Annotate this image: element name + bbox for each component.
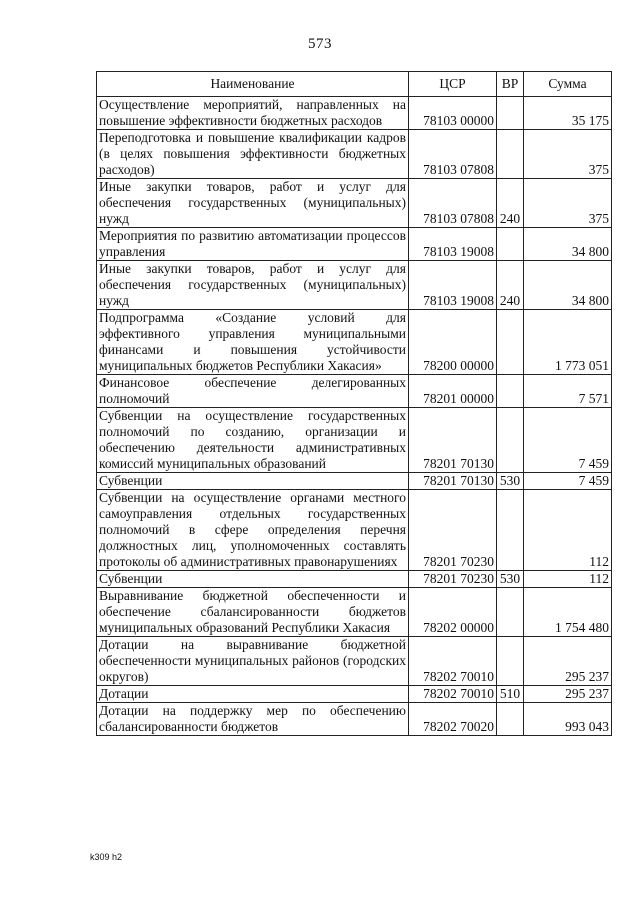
- row-sum: 34 800: [524, 228, 612, 261]
- table-row: [97, 490, 612, 571]
- row-name: Субвенции: [97, 571, 409, 588]
- row-name: Дотации на поддержку мер по обеспечению сбалансированности бюджетов: [97, 703, 409, 736]
- row-csr: 78200 00000: [409, 310, 497, 375]
- row-vr: [497, 408, 524, 473]
- row-csr: 78201 70230: [409, 490, 497, 571]
- row-vr: 510: [497, 686, 524, 703]
- row-vr: [497, 310, 524, 375]
- row-vr: [497, 375, 524, 408]
- table-row: [97, 375, 612, 408]
- row-name: Дотации: [97, 686, 409, 703]
- row-csr: 78201 70230: [409, 571, 497, 588]
- row-name: Осуществление мероприятий, направленных на повышение эффективности бюджетных расходов: [97, 97, 409, 130]
- row-vr: [497, 588, 524, 637]
- row-sum: 295 237: [524, 686, 612, 703]
- row-sum: 7 571: [524, 375, 612, 408]
- row-csr: 78202 70020: [409, 703, 497, 736]
- row-vr: [497, 490, 524, 571]
- row-sum: 375: [524, 130, 612, 179]
- row-sum: 34 800: [524, 261, 612, 310]
- header-name: Наименование: [97, 72, 409, 97]
- row-vr: [497, 97, 524, 130]
- row-csr: 78103 07808: [409, 179, 497, 228]
- row-vr: [497, 130, 524, 179]
- row-name: Субвенции: [97, 473, 409, 490]
- row-vr: 240: [497, 261, 524, 310]
- table-row: [97, 130, 612, 179]
- row-csr: 78202 70010: [409, 686, 497, 703]
- row-name: Иные закупки товаров, работ и услуг для обеспечения государственных (муниципальных) нужд: [97, 261, 409, 310]
- footer-code: k309 h2: [90, 852, 123, 862]
- table-row: [97, 637, 612, 686]
- row-name: Переподготовка и повышение квалификации кадров (в целях повышения эффективности бюджетных расходов): [97, 130, 409, 179]
- row-csr: 78201 70130: [409, 408, 497, 473]
- row-sum: 7 459: [524, 408, 612, 473]
- table-row: [97, 97, 612, 130]
- table-row: [97, 261, 612, 310]
- row-sum: 295 237: [524, 637, 612, 686]
- table-row: [97, 571, 612, 588]
- row-name: Субвенции на осуществление органами местного самоуправления отдельных государственных полномочий в сфере определения перечня должностных лиц, уполномоченных составлять протоколы об административных правонарушениях: [97, 490, 409, 571]
- row-sum: 35 175: [524, 97, 612, 130]
- row-csr: 78103 00000: [409, 97, 497, 130]
- row-vr: [497, 703, 524, 736]
- row-name: Выравнивание бюджетной обеспеченности и обеспечение сбалансированности бюджетов муниципальных образований Республики Хакасия: [97, 588, 409, 637]
- row-sum: 375: [524, 179, 612, 228]
- budget-table: [96, 71, 612, 736]
- row-name: Финансовое обеспечение делегированных полномочий: [97, 375, 409, 408]
- table-row: [97, 408, 612, 473]
- row-vr: [497, 637, 524, 686]
- row-vr: 530: [497, 473, 524, 490]
- page-number: 573: [308, 36, 332, 52]
- row-name: Субвенции на осуществление государственных полномочий по созданию, организации и обеспечению деятельности административных комиссий муниципальных образований: [97, 408, 409, 473]
- table-header-row: [97, 72, 612, 97]
- header-vr: ВР: [497, 72, 524, 97]
- table-row: [97, 473, 612, 490]
- row-sum: 993 043: [524, 703, 612, 736]
- table-row: [97, 588, 612, 637]
- row-vr: 530: [497, 571, 524, 588]
- row-csr: 78202 00000: [409, 588, 497, 637]
- row-sum: 7 459: [524, 473, 612, 490]
- table-row: [97, 228, 612, 261]
- row-name: Дотации на выравнивание бюджетной обеспеченности муниципальных районов (городских округов): [97, 637, 409, 686]
- row-name: Подпрограмма «Создание условий для эффективного управления муниципальными финансами и повышения устойчивости муниципальных бюджетов Республики Хакасия»: [97, 310, 409, 375]
- row-vr: [497, 228, 524, 261]
- row-sum: 1 754 480: [524, 588, 612, 637]
- header-sum: Сумма: [524, 72, 612, 97]
- row-csr: 78103 19008: [409, 261, 497, 310]
- row-csr: 78201 00000: [409, 375, 497, 408]
- row-name: Иные закупки товаров, работ и услуг для обеспечения государственных (муниципальных) нужд: [97, 179, 409, 228]
- header-csr: ЦСР: [409, 72, 497, 97]
- table-row: [97, 703, 612, 736]
- row-sum: 112: [524, 490, 612, 571]
- row-csr: 78103 07808: [409, 130, 497, 179]
- row-sum: 112: [524, 571, 612, 588]
- table-row: [97, 179, 612, 228]
- row-sum: 1 773 051: [524, 310, 612, 375]
- table-row: [97, 310, 612, 375]
- row-csr: 78201 70130: [409, 473, 497, 490]
- row-name: Мероприятия по развитию автоматизации процессов управления: [97, 228, 409, 261]
- row-csr: 78202 70010: [409, 637, 497, 686]
- row-vr: 240: [497, 179, 524, 228]
- row-csr: 78103 19008: [409, 228, 497, 261]
- table-row: [97, 686, 612, 703]
